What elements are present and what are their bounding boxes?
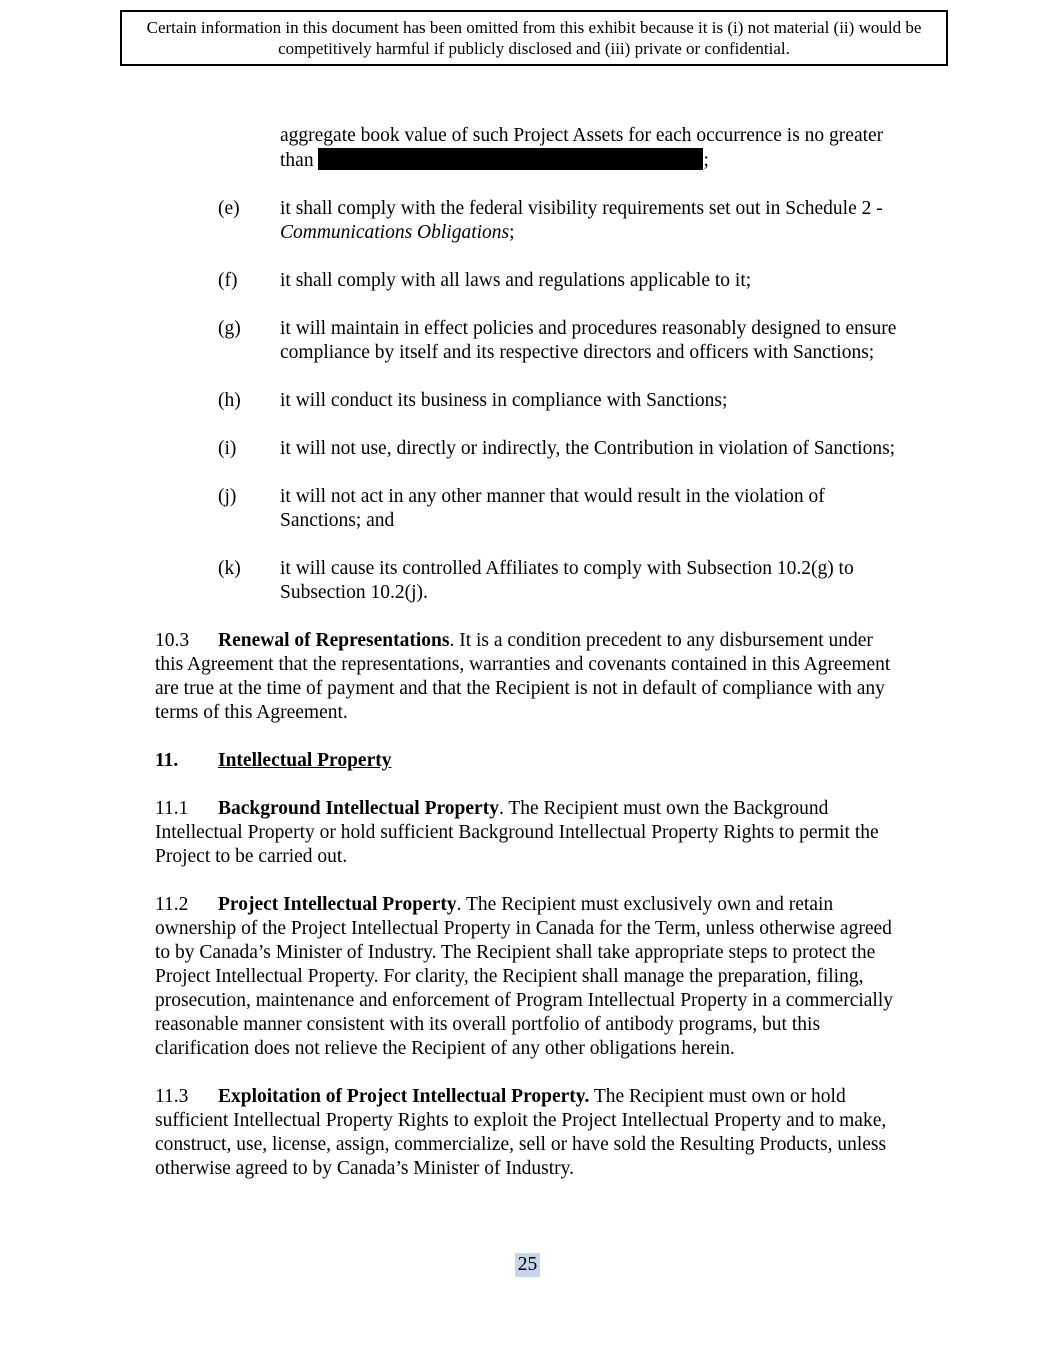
list-item-k [155,557,900,605]
section-number: 11.2 [155,894,189,915]
text-run: it will not act in any other manner that would result in the violation of Sanctions; and [280,486,825,531]
text-run: The Recipient must own or hold sufficient Intellectual Property Rights to exploit the Project Intellectual Property and to make, construct, use, license, assign, commercialize, sell or have sold the Resulting Products, unless otherwise agreed to by Canada’s Minister of Industry. [155,1086,887,1179]
list-item-label: (j) [218,486,237,507]
section-11-heading [155,749,900,773]
text-run: it will not use, directly or indirectly, the Contribution in violation of Sanctions; [280,438,896,459]
list-item-text [280,318,896,363]
section-10-3 [155,629,900,725]
text-run: . The Recipient must exclusively own and retain ownership of the Project Intellectual Property in Canada for the Term, unless otherwise agreed to by Canada’s Minister of Industry. The Recipient shall take appropriate steps to protect the Project Intellectual Property. For clarity, the Recipient shall manage the preparation, filing, prosecution, maintenance and enforcement of Program Intellectual Property in a commercially reasonable manner consistent with its overall portfolio of antibody programs, but this clarification does not relieve the Recipient of any other obligations herein. [155,894,894,1059]
section-text [155,798,879,867]
confidentiality-notice [120,10,948,66]
text-run: Exploitation of Project Intellectual Property. [218,1086,590,1107]
text-run: it shall comply with all laws and regulations applicable to it; [280,270,752,291]
page-number: 25 [515,1253,541,1277]
continuation-paragraph [280,124,900,173]
list-item-text [280,438,895,459]
list-item-g [155,317,900,365]
text-run: . The Recipient must own the Background Intellectual Property or hold sufficient Background Intellectual Property Rights to permit the Project to be carried out. [155,798,879,867]
document-body [155,124,900,1205]
text-run: it shall comply with the federal visibility requirements set out in Schedule 2 - [280,198,883,219]
text-run: aggregate book value of such Project Assets for each occurrence is no greater than [280,125,884,171]
text-run: ; [509,222,515,243]
text-run: Communications Obligations [280,222,510,243]
heading-number: 11. [155,750,179,771]
heading-title: Intellectual Property [218,750,392,771]
text-run: it will conduct its business in compliance with Sanctions; [280,390,728,411]
text-run: . It is a condition precedent to any disbursement under this Agreement that the representations, warranties and covenants contained in this Agreement are true at the time of payment and that the Recipient is not in default of compliance with any terms of this Agreement. [155,630,891,723]
section-11-3 [155,1085,900,1181]
list-item-e [155,197,900,245]
list-item-label: (g) [218,318,241,339]
section-number: 11.3 [155,1086,189,1107]
section-text [155,1086,886,1179]
list-item-text [280,390,727,411]
list-item-j [155,485,900,533]
list-item-f [155,269,900,293]
text-run: Background Intellectual Property [218,798,499,819]
text-run: ; [703,150,709,171]
list-item-label: (h) [218,390,241,411]
list-item-h [155,389,900,413]
list-item-i [155,437,900,461]
list-item-label: (k) [218,558,241,579]
section-number: 11.1 [155,798,189,819]
section-11-1 [155,797,900,869]
list-item-text [280,198,883,243]
text-run: it will maintain in effect policies and procedures reasonably designed to ensure compliance by itself and its respective directors and officers with Sanctions; [280,318,897,363]
section-text [155,894,893,1059]
section-number: 10.3 [155,630,190,651]
confidentiality-notice-text: Certain information in this document has been omitted from this exhibit because it is (i) not material (ii) would be competitively harmful if publicly disclosed and (iii) private or confidential. [146,18,922,58]
page-footer [0,1253,1055,1277]
list-item-label: (i) [218,438,237,459]
text-run: Renewal of Representations [218,630,450,651]
section-11-2 [155,893,900,1061]
list-item-text [280,270,751,291]
text-run: it will cause its controlled Affiliates to comply with Subsection 10.2(g) to Subsection 10.2(j). [280,558,854,603]
list-item-text [280,486,825,531]
list-item-label: (e) [218,198,240,219]
redaction-bar [318,148,703,170]
list-item-label: (f) [218,270,238,291]
text-run: Project Intellectual Property [218,894,457,915]
section-text [155,630,890,723]
list-item-text [280,558,854,603]
